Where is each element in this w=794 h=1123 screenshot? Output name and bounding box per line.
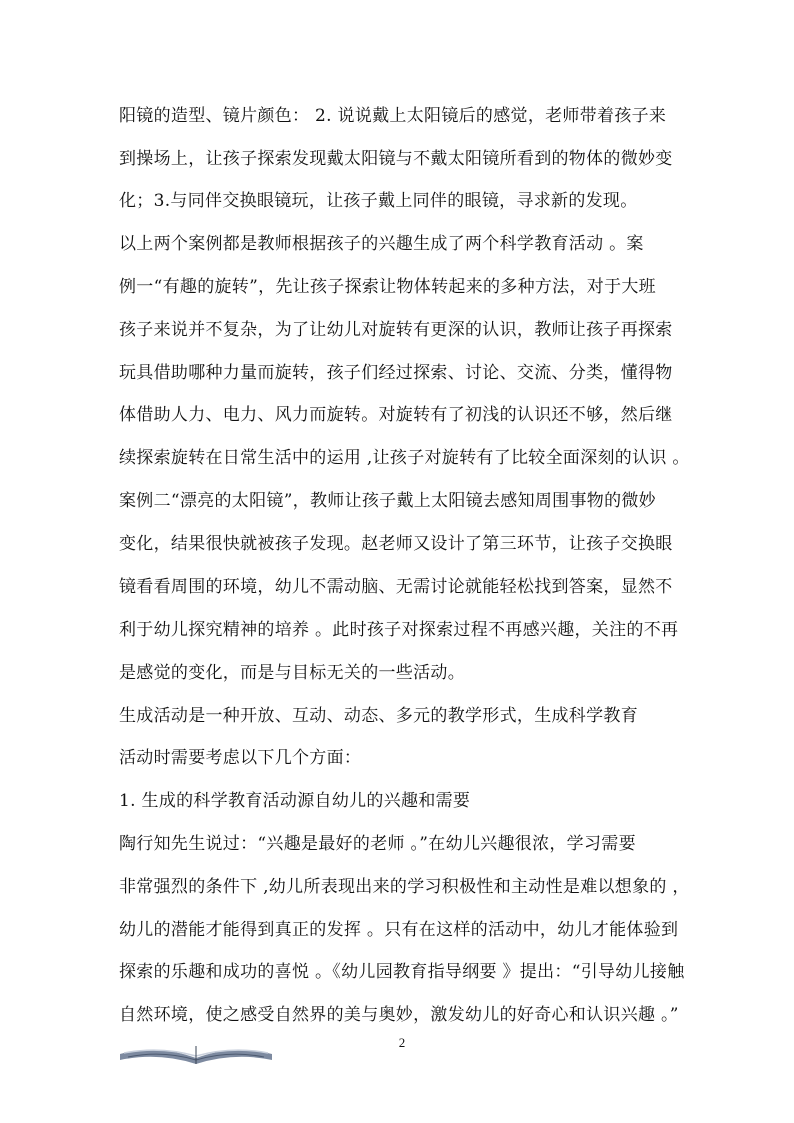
text-line: 例一“有趣的旋转”，先让孩子探索让物体转起来的多种方法，对于大班 xyxy=(119,277,656,297)
text-line: 陶行知先生说过：“兴趣是最好的老师 。”在幼儿兴趣很浓，学习需要 xyxy=(119,834,636,854)
text-line: 续探索旋转在日常生活中的运用 ,让孩子对旋转有了比较全面深刻的认识 。 xyxy=(119,448,690,468)
text-line: 生成活动是一种开放、互动、动态、多元的教学形式，生成科学教育 xyxy=(119,706,638,726)
text-line: 幼儿的潜能才能得到真正的发挥 。只有在这样的活动中，幼儿才能体验到 xyxy=(119,920,679,940)
text-line: 镜看看周围的环境，幼儿不需动脑、无需讨论就能轻松找到答案，显然不 xyxy=(119,577,673,597)
text-line: 是感觉的变化，而是与目标无关的一些活动。 xyxy=(119,663,465,683)
text-line: 自然环境，使之感受自然界的美与奥妙，激发幼儿的好奇心和认识兴趣 。” xyxy=(119,1005,679,1025)
page-number: 2 xyxy=(398,1035,406,1050)
text-line: 变化，结果很快就被孩子发现。赵老师又设计了第三环节，让孩子交换眼 xyxy=(119,534,673,554)
text-line: 化；3.与同伴交换眼镜玩，让孩子戴上同伴的眼镜，寻求新的发现。 xyxy=(119,191,638,211)
text-line: 1. 生成的科学教育活动源自幼儿的兴趣和需要 xyxy=(119,791,471,811)
text-line: 非常强烈的条件下 ,幼儿所表现出来的学习积极性和主动性是难以想象的 ， xyxy=(119,877,690,897)
text-line: 体借助人力、电力、风力而旋转。对旋转有了初浅的认识还不够，然后继 xyxy=(119,405,673,425)
text-line: 案例二“漂亮的太阳镜”，教师让孩子戴上太阳镜去感知周围事物的微妙 xyxy=(119,491,656,511)
text-line: 孩子来说并不复杂，为了让幼儿对旋转有更深的认识，教师让孩子再探索 xyxy=(119,320,673,340)
text-line: 探索的乐趣和成功的喜悦 。《幼儿园教育指导纲要 》提出：“引导幼儿接触 xyxy=(119,962,685,982)
text-line: 活动时需要考虑以下几个方面： xyxy=(119,748,362,768)
text-line: 阳镜的造型、镜片颜色： 2. 说说戴上太阳镜后的感觉，老师带着孩子来 xyxy=(119,106,667,126)
text-line: 利于幼儿探究精神的培养 。此时孩子对探索过程不再感兴趣，关注的不再 xyxy=(119,620,679,640)
text-line: 玩具借助哪种力量而旋转，孩子们经过探索、讨论、交流、分类，懂得物 xyxy=(119,363,673,383)
text-line: 以上两个案例都是教师根据孩子的兴趣生成了两个科学教育活动 。案 xyxy=(119,234,644,254)
open-book-icon xyxy=(118,1040,274,1066)
text-line: 到操场上，让孩子探索发现戴太阳镜与不戴太阳镜所看到的物体的微妙变 xyxy=(119,149,673,169)
